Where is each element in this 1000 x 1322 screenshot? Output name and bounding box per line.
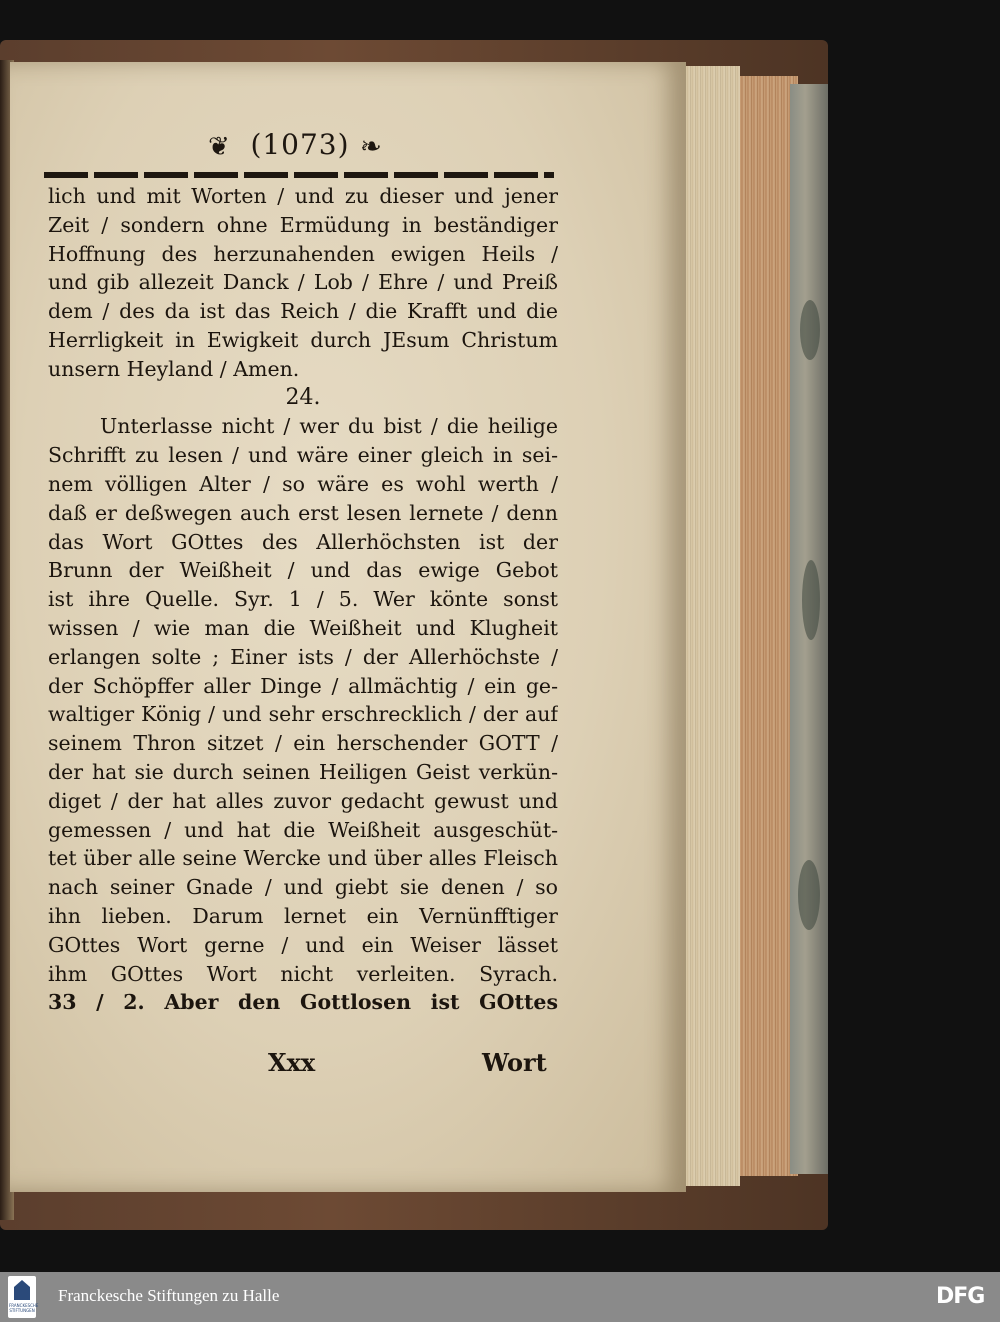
text-line: unsern Heyland / Amen. <box>48 356 300 381</box>
dfg-logo[interactable]: DFG <box>936 1284 985 1309</box>
text-line: gemessen / und hat die Weißheit ausgeschüt- <box>48 817 558 842</box>
text-line: nach seiner Gnade / und giebt sie denen / so <box>48 875 558 900</box>
text-line: der Schöpffer aller Dinge / allmächtig / ein ge- <box>48 673 558 698</box>
text-line: 33 / 2. Aber den Gottlosen ist GOttes <box>48 990 558 1015</box>
text-line: nem völligen Alter / so wäre es wohl werth / <box>48 471 558 496</box>
text-line: tet über alle seine Wercke und über alles Fleisch <box>48 846 558 871</box>
text-line: lich und mit Worten / und zu dieser und jener <box>48 184 558 208</box>
text-line: diget / der hat alles zuvor gedacht gewust und <box>48 788 558 813</box>
text-line: Hoffnung des herzunahenden ewigen Heils / <box>48 241 558 266</box>
signature-mark: Xxx <box>268 1048 316 1077</box>
page-text <box>48 182 558 1017</box>
spine-stain <box>800 300 820 360</box>
text-line: der hat sie durch seinen Heiligen Geist verkün- <box>48 759 558 784</box>
text-line: ist ihre Quelle. Syr. 1 / 5. Wer könte sonst <box>48 587 558 612</box>
text-line: ihn lieben. Darum lernet ein Vernünfftiger <box>48 903 558 928</box>
logo-text: FRANCKESCHE STIFTUNGEN <box>9 1303 39 1313</box>
text-line: daß er deßwegen auch erst lesen lernete / denn <box>48 500 558 525</box>
text-line: das Wort GOttes des Allerhöchsten ist der <box>48 529 558 554</box>
text-line: Brunn der Weißheit / und das ewige Gebot <box>48 558 558 583</box>
spine-stain <box>802 560 820 640</box>
text-line: ihm GOttes Wort nicht verleiten. Syrach. <box>48 961 558 986</box>
text-line: Zeit / sondern ohne Ermüdung in beständiger <box>48 212 558 237</box>
text-line: seinem Thron sitzet / ein herschender GOTT / <box>48 731 558 756</box>
institution-name[interactable]: Franckesche Stiftungen zu Halle <box>58 1286 280 1305</box>
text-line: Unterlasse nicht / wer du bist / die heilige <box>100 414 558 439</box>
text-line: GOttes Wort gerne / und ein Weiser lässet <box>48 932 558 957</box>
text-line: waltiger König / und sehr erschrecklich / der auf <box>48 702 558 727</box>
text-line: wissen / wie man die Weißheit und Klugheit <box>48 615 558 640</box>
text-line: Schrifft zu lesen / und wäre einer gleich in sei- <box>48 443 558 468</box>
ornament-left-icon: ❦ <box>208 132 230 162</box>
building-icon <box>14 1280 30 1300</box>
text-line: und gib allezeit Danck / Lob / Ehre / und Preiß <box>48 270 558 295</box>
catchword: Wort <box>482 1048 547 1077</box>
header-rule <box>44 172 554 178</box>
text-line: Herrligkeit in Ewigkeit durch JEsum Christum <box>48 327 558 352</box>
text-line: erlangen solte ; Einer ists / der Allerhöchste / <box>48 644 558 669</box>
text-line: dem / des da ist das Reich / die Krafft und die <box>48 299 558 324</box>
ornament-right-icon: ❧ <box>360 132 382 162</box>
spine-stain <box>798 860 820 930</box>
institution-logo[interactable] <box>8 1276 39 1318</box>
section-number: 24. <box>285 384 321 410</box>
page-number: (1073) <box>250 128 350 161</box>
